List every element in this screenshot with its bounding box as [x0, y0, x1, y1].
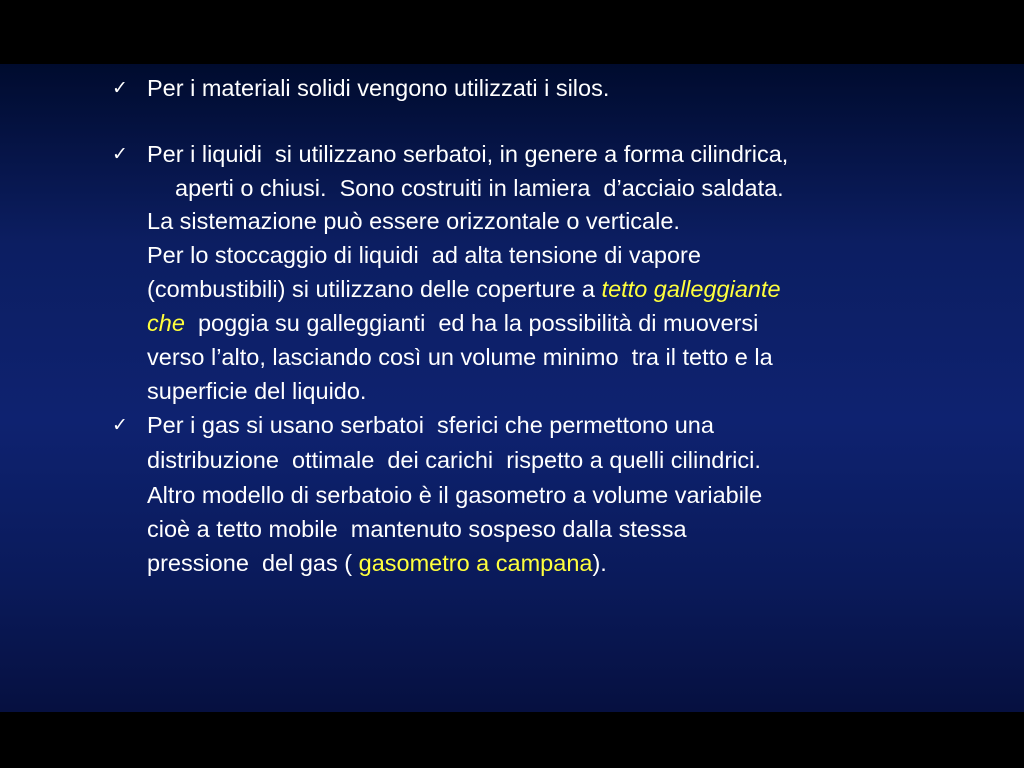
line-text: (combustibili) si utilizzano delle coperture a: [147, 276, 602, 302]
line-text: poggia su galleggianti ed ha la possibilità di muoversi: [184, 310, 759, 336]
bullet-2-line-2: aperti o chiusi. Sono costruiti in lamiera d’acciaio saldata.: [175, 175, 784, 201]
bullet-3-line-1: Per i gas si usano serbatoi sferici che permettono una: [147, 412, 714, 438]
bullet-2-line-6: [147, 306, 758, 340]
checkmark-icon: ✓: [112, 143, 128, 165]
highlight-term: tetto galleggiante: [601, 276, 781, 302]
bullet-2-line-1: Per i liquidi si utilizzano serbatoi, in genere a forma cilindrica,: [147, 141, 789, 167]
bullet-2-line-5: [147, 272, 781, 306]
bullet-2-line-4: Per lo stoccaggio di liquidi ad alta tensione di vapore: [147, 242, 701, 268]
bullet-3-line-5: [147, 546, 607, 580]
bullet-2-line-3: La sistemazione può essere orizzontale o verticale.: [147, 208, 680, 234]
bullet-2-line-7: verso l’alto, lasciando così un volume minimo tra il tetto e la: [147, 344, 773, 370]
bullet-3-line-3: Altro modello di serbatoio è il gasometro a volume variabile: [147, 482, 763, 508]
bullet-1-line-1: Per i materiali solidi vengono utilizzati i silos.: [147, 75, 610, 101]
line-text: pressione del gas (: [147, 550, 359, 576]
bullet-2-line-8: superficie del liquido.: [147, 378, 367, 404]
line-text: ).: [592, 550, 607, 576]
highlight-term: gasometro a campana: [358, 550, 593, 576]
bullet-3-line-2: distribuzione ottimale dei carichi rispetto a quelli cilindrici.: [147, 447, 761, 473]
highlight-term: che: [147, 310, 185, 336]
bullet-3-line-4: cioè a tetto mobile mantenuto sospeso dalla stessa: [147, 516, 687, 542]
checkmark-icon: ✓: [112, 414, 128, 436]
checkmark-icon: ✓: [112, 77, 128, 99]
